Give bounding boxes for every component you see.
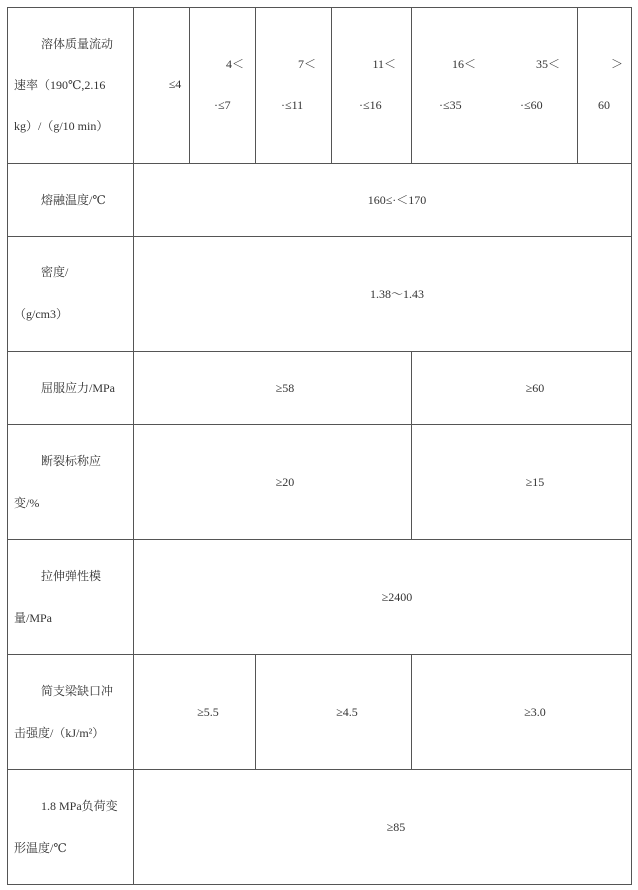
- break-strain-label-line1: 断裂标称应: [41, 454, 102, 468]
- melt-flow-range-7-lower: ＞: [610, 57, 623, 71]
- impact-value-3: ≥3.0: [524, 705, 546, 719]
- melt-flow-range-3-lower: 7＜: [297, 57, 316, 71]
- melt-flow-range-7-upper: 60: [598, 98, 610, 112]
- density-label-line1: 密度/: [41, 265, 69, 279]
- tensile-modulus-label-line2: 量/MPa: [14, 611, 53, 625]
- impact-value-1: ≥5.5: [197, 705, 219, 719]
- melt-temp-label: 熔融温度/℃: [41, 193, 106, 207]
- melt-flow-range-6-lower: 35＜: [535, 57, 560, 71]
- melt-flow-range-5-upper: ·≤35: [439, 98, 462, 112]
- hdt-label-line1: 1.8 MPa负荷变: [41, 799, 118, 813]
- melt-flow-range-4-lower: 11＜: [372, 57, 396, 71]
- hdt-value: ≥85: [386, 820, 406, 834]
- yield-stress-value-1: ≥58: [275, 381, 295, 395]
- yield-stress-label: 屈服应力/MPa: [41, 381, 116, 395]
- melt-flow-range-6-upper: ·≤60: [520, 98, 543, 112]
- impact-label-line2: 击强度/（kJ/m²）: [14, 726, 105, 740]
- tensile-modulus-value: ≥2400: [381, 590, 413, 604]
- melt-temp-value: 160≤·＜170: [367, 193, 427, 207]
- melt-flow-range-4-upper: ·≤16: [359, 98, 382, 112]
- melt-flow-label-line3: kg）/（g/10 min）: [14, 119, 109, 133]
- impact-label-line1: 简支梁缺口冲: [41, 684, 114, 698]
- impact-value-2: ≥4.5: [336, 705, 358, 719]
- melt-flow-range-3-upper: ·≤11: [281, 98, 304, 112]
- melt-flow-range-1: ≤4: [168, 77, 182, 91]
- yield-stress-value-2: ≥60: [525, 381, 545, 395]
- density-label-line2: （g/cm3）: [14, 307, 68, 321]
- break-strain-label-line2: 变/%: [14, 496, 40, 510]
- melt-flow-range-2-upper: ·≤7: [214, 98, 231, 112]
- melt-flow-range-2-lower: 4＜: [225, 57, 244, 71]
- tensile-modulus-label-line1: 拉伸弹性模: [41, 569, 102, 583]
- break-strain-value-2: ≥15: [525, 475, 545, 489]
- melt-flow-range-5-lower: 16＜: [451, 57, 476, 71]
- hdt-label-line2: 形温度/℃: [14, 841, 67, 855]
- density-value: 1.38～1.43: [369, 287, 425, 301]
- melt-flow-label-line1: 溶体质量流动: [41, 37, 114, 51]
- break-strain-value-1: ≥20: [275, 475, 295, 489]
- melt-flow-label-line2: 速率（190℃,2.16: [14, 78, 106, 92]
